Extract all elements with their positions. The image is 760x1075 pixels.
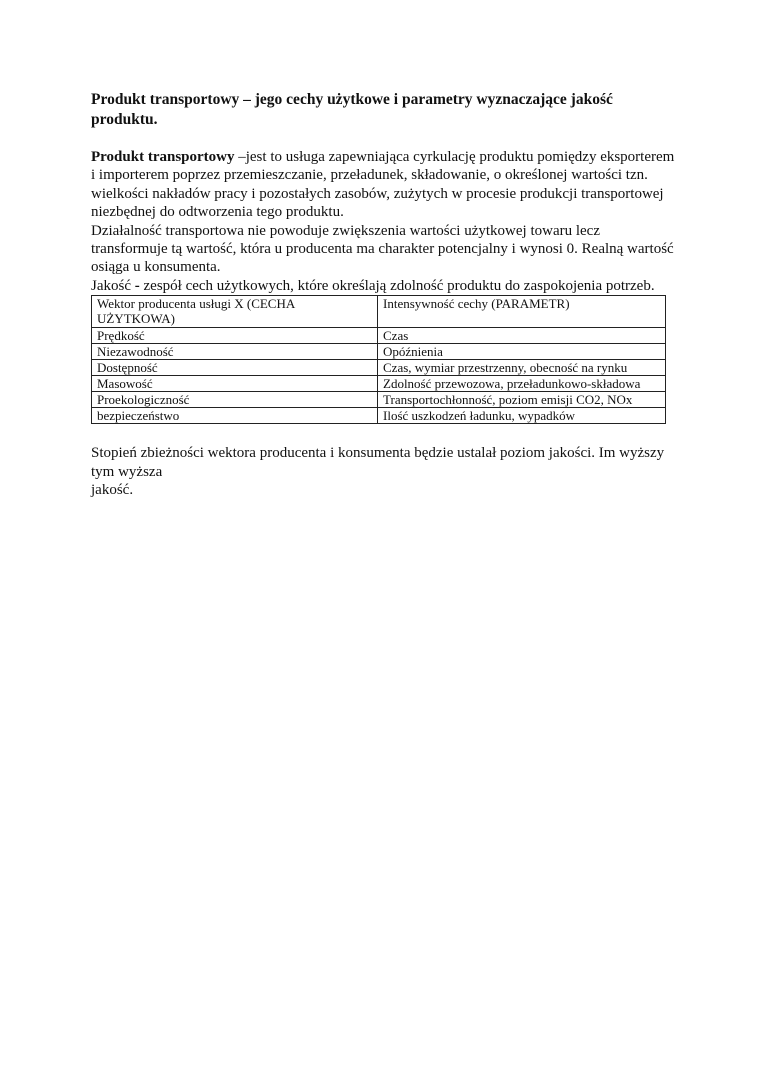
- definition-term: Produkt transportowy: [91, 149, 235, 165]
- table-cell: bezpieczeństwo: [92, 408, 378, 424]
- table-row: [92, 408, 666, 424]
- table-cell: Czas: [378, 328, 666, 344]
- table-cell: Prędkość: [92, 328, 378, 344]
- activity-paragraph: Działalność transportowa nie powoduje zwiększenia wartości użytkowej towaru lecz transformuje tą wartość, która u producenta ma charakter potencjalny i wynosi 0. Realną wartość osiąga u konsumenta.: [91, 222, 674, 276]
- table-row: [92, 344, 666, 360]
- quality-term: Jakość: [91, 277, 131, 294]
- table-cell: Dostępność: [92, 360, 378, 376]
- definition-text: –jest to usługa zapewniająca cyrkulację produktu pomiędzy eksporterem i importerem poprzez przemieszczanie, przeładunek, składowanie, o określonej wartości tzn. wielkości nakładów pracy i pozostałych zasobów, zużytych w procesie produkcji transportowej niezbędnej do odtworzenia tego produktu.: [91, 149, 675, 221]
- table-cell: Niezawodność: [92, 344, 378, 360]
- quality-text: zespół cech użytkowych, które określają zdolność produktu do zaspokojenia potrzeb.: [143, 277, 655, 294]
- table-row: [92, 376, 666, 392]
- table-row: [92, 328, 666, 344]
- quality-table: [91, 295, 666, 424]
- table-row: [92, 392, 666, 408]
- table-cell: Opóźnienia: [378, 344, 666, 360]
- closing-line: Stopień zbieżności wektora producenta i konsumenta będzie ustalał poziom jakości. Im wyższy tym wyższa: [91, 445, 665, 480]
- closing-paragraph: [91, 444, 676, 499]
- table-cell: Ilość uszkodzeń ładunku, wypadków: [378, 408, 666, 424]
- table-cell: Czas, wymiar przestrzenny, obecność na rynku: [378, 360, 666, 376]
- table-cell: Proekologiczność: [92, 392, 378, 408]
- table-header-cell: Wektor producenta usługi X (CECHA UŻYTKOWA): [92, 296, 378, 328]
- table-header-cell: Intensywność cechy (PARAMETR): [378, 296, 666, 328]
- table-cell: Transportochłonność, poziom emisji CO2, NOx: [378, 392, 666, 408]
- table-cell: Masowość: [92, 376, 378, 392]
- table-row: [92, 360, 666, 376]
- quality-paragraph: [91, 277, 676, 295]
- quality-dash: -: [131, 277, 144, 294]
- definition-paragraph: [91, 148, 676, 222]
- document-body: [91, 90, 676, 499]
- document-title: Produkt transportowy – jego cechy użytkowe i parametry wyznaczające jakość produktu.: [91, 91, 613, 128]
- closing-line: jakość.: [91, 482, 134, 499]
- table-cell: Zdolność przewozowa, przeładunkowo-składowa: [378, 376, 666, 392]
- table-header-row: [92, 296, 666, 328]
